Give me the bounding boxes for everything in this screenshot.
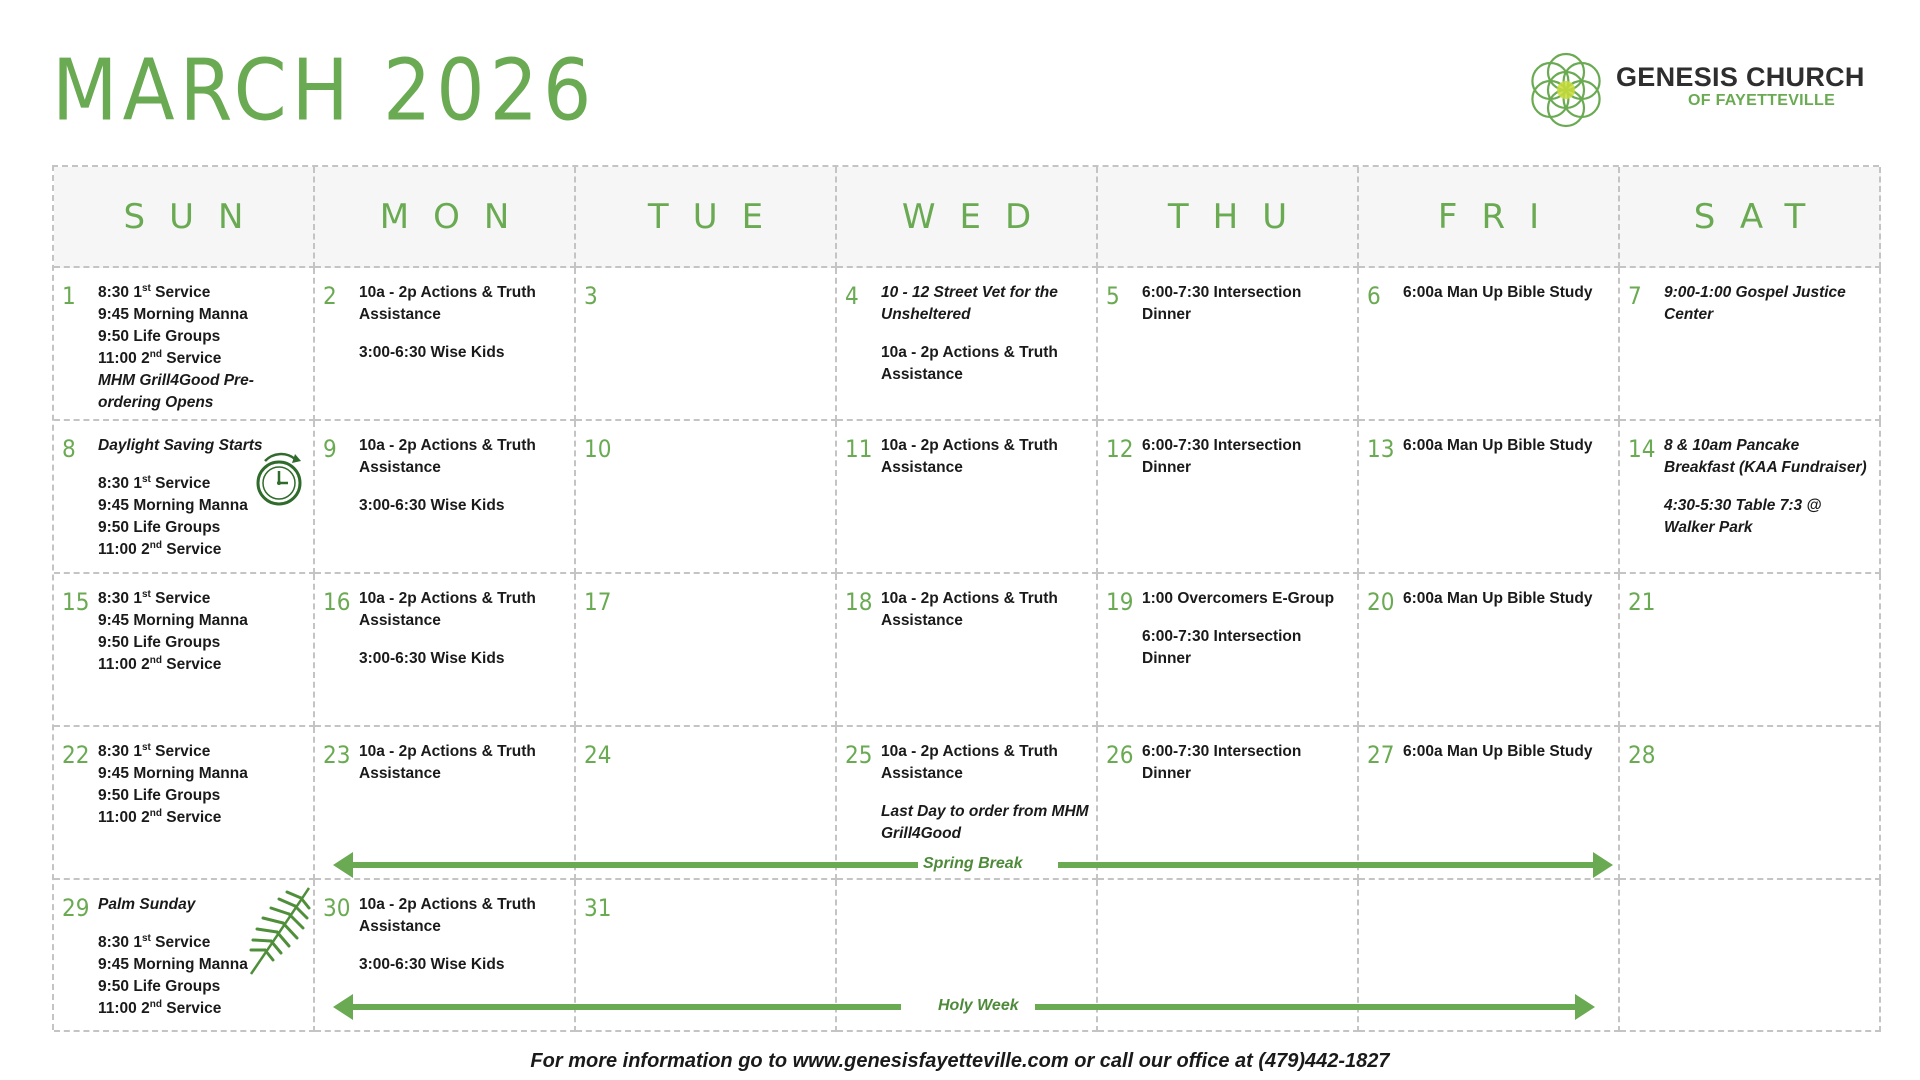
event-list bbox=[1142, 588, 1351, 670]
day-cell-10[interactable] bbox=[576, 421, 837, 574]
day-number: 26 bbox=[1106, 741, 1134, 769]
event-list bbox=[1664, 435, 1873, 539]
day-cell-7[interactable] bbox=[1620, 268, 1881, 421]
event-item: 3:00-6:30 Wise Kids bbox=[359, 650, 505, 667]
event-item: 6:00a Man Up Bible Study bbox=[1403, 284, 1593, 301]
event-item: 10a - 2p Actions & Truth Assistance bbox=[359, 437, 536, 476]
church-logo[interactable] bbox=[1524, 48, 1864, 132]
event-item: 11:00 2nd Service bbox=[98, 998, 222, 1017]
event-list bbox=[1403, 435, 1612, 457]
day-number: 21 bbox=[1628, 588, 1656, 616]
event-item: Palm Sunday bbox=[98, 896, 196, 913]
day-number: 30 bbox=[323, 894, 351, 922]
day-number: 25 bbox=[845, 741, 873, 769]
event-list bbox=[359, 588, 568, 670]
day-cell-12[interactable] bbox=[1098, 421, 1359, 574]
event-list bbox=[1403, 588, 1612, 610]
event-item: 10a - 2p Actions & Truth Assistance bbox=[881, 437, 1058, 476]
event-item: 9:50 Life Groups bbox=[98, 978, 221, 995]
event-list bbox=[1403, 741, 1612, 763]
day-number: 7 bbox=[1628, 282, 1642, 310]
weekday-header-tue: TUE bbox=[576, 167, 837, 268]
event-item: 6:00-7:30 Intersection Dinner bbox=[1142, 437, 1302, 476]
day-cell-29[interactable] bbox=[54, 880, 315, 1032]
event-list bbox=[881, 282, 1090, 386]
event-item: 3:00-6:30 Wise Kids bbox=[359, 497, 505, 514]
day-cell-2[interactable] bbox=[315, 268, 576, 421]
day-cell-9[interactable] bbox=[315, 421, 576, 574]
event-list bbox=[359, 741, 568, 785]
event-item: 8:30 1st Service bbox=[98, 473, 211, 492]
weekday-header-thu: THU bbox=[1098, 167, 1359, 268]
calendar-grid bbox=[52, 165, 1879, 1030]
event-list bbox=[1664, 282, 1873, 326]
event-item: 3:00-6:30 Wise Kids bbox=[359, 956, 505, 973]
day-number: 19 bbox=[1106, 588, 1134, 616]
day-number: 24 bbox=[584, 741, 612, 769]
event-item: 10a - 2p Actions & Truth Assistance bbox=[881, 743, 1058, 782]
logo-name: GENESIS CHURCH bbox=[1616, 62, 1865, 92]
event-item: 10a - 2p Actions & Truth Assistance bbox=[359, 284, 536, 323]
event-item: 9:45 Morning Manna bbox=[98, 765, 248, 782]
day-number: 28 bbox=[1628, 741, 1656, 769]
event-list bbox=[881, 435, 1090, 479]
day-cell-8[interactable] bbox=[54, 421, 315, 574]
holy-week-label: Holy Week bbox=[938, 997, 1019, 1014]
day-cell-empty[interactable] bbox=[1620, 880, 1881, 1032]
day-number: 4 bbox=[845, 282, 859, 310]
day-cell-6[interactable] bbox=[1359, 268, 1620, 421]
day-number: 15 bbox=[62, 588, 90, 616]
weekday-header-sun: SUN bbox=[54, 167, 315, 268]
event-list bbox=[1142, 435, 1351, 479]
event-list bbox=[1142, 741, 1351, 785]
event-list bbox=[98, 741, 307, 829]
day-number: 16 bbox=[323, 588, 351, 616]
event-item: 8:30 1st Service bbox=[98, 588, 211, 607]
event-item: 10a - 2p Actions & Truth Assistance bbox=[359, 590, 536, 629]
day-number: 1 bbox=[62, 282, 76, 310]
day-number: 17 bbox=[584, 588, 612, 616]
event-list bbox=[359, 282, 568, 364]
footer-info: For more information go to www.genesisfayetteville.com or call our office at (479)442-1827 bbox=[530, 1050, 1390, 1072]
event-item: MHM Grill4Good Pre-ordering Opens bbox=[98, 372, 254, 411]
event-item: 10a - 2p Actions & Truth Assistance bbox=[359, 743, 536, 782]
event-item: 1:00 Overcomers E-Group bbox=[1142, 590, 1335, 607]
event-item: 11:00 2nd Service bbox=[98, 348, 222, 367]
palm-leaf-icon bbox=[243, 884, 313, 976]
event-list bbox=[1403, 282, 1612, 304]
day-number: 11 bbox=[845, 435, 873, 463]
event-item: 9:50 Life Groups bbox=[98, 634, 221, 651]
day-cell-17[interactable] bbox=[576, 574, 837, 727]
day-number: 31 bbox=[584, 894, 612, 922]
day-number: 5 bbox=[1106, 282, 1120, 310]
event-item: 8:30 1st Service bbox=[98, 932, 211, 951]
day-cell-19[interactable] bbox=[1098, 574, 1359, 727]
weekday-header-sat: SAT bbox=[1620, 167, 1881, 268]
event-item: 11:00 2nd Service bbox=[98, 539, 222, 558]
day-number: 14 bbox=[1628, 435, 1656, 463]
day-number: 29 bbox=[62, 894, 90, 922]
event-item: 10 - 12 Street Vet for the Unsheltered bbox=[881, 284, 1058, 323]
day-cell-1[interactable] bbox=[54, 268, 315, 421]
spring-break-range bbox=[333, 850, 1613, 880]
event-item: 9:45 Morning Manna bbox=[98, 497, 248, 514]
event-item: 6:00-7:30 Intersection Dinner bbox=[1142, 743, 1302, 782]
day-number: 2 bbox=[323, 282, 337, 310]
day-number: 23 bbox=[323, 741, 351, 769]
event-item: 11:00 2nd Service bbox=[98, 654, 222, 673]
event-item: 8:30 1st Service bbox=[98, 741, 211, 760]
event-item: 9:45 Morning Manna bbox=[98, 956, 248, 973]
event-item: 6:00a Man Up Bible Study bbox=[1403, 437, 1593, 454]
arrow-right-icon bbox=[1593, 850, 1613, 880]
event-item: Last Day to order from MHM Grill4Good bbox=[881, 803, 1089, 842]
event-list bbox=[881, 741, 1090, 845]
event-item: 10a - 2p Actions & Truth Assistance bbox=[881, 344, 1058, 383]
event-item: 10a - 2p Actions & Truth Assistance bbox=[881, 590, 1058, 629]
logo-subtitle: OF FAYETTEVILLE bbox=[1688, 92, 1836, 109]
arrow-left-icon bbox=[333, 850, 353, 880]
day-cell-11[interactable] bbox=[837, 421, 1098, 574]
day-number: 20 bbox=[1367, 588, 1395, 616]
event-item: 11:00 2nd Service bbox=[98, 807, 222, 826]
day-number: 22 bbox=[62, 741, 90, 769]
day-number: 6 bbox=[1367, 282, 1381, 310]
event-list bbox=[359, 894, 568, 976]
calendar-title: MARCH 2026 bbox=[52, 40, 597, 140]
event-item: 6:00a Man Up Bible Study bbox=[1403, 743, 1593, 760]
event-list bbox=[1142, 282, 1351, 326]
day-number: 27 bbox=[1367, 741, 1395, 769]
event-item: 3:00-6:30 Wise Kids bbox=[359, 344, 505, 361]
event-list bbox=[98, 282, 307, 414]
event-item: 9:45 Morning Manna bbox=[98, 306, 248, 323]
event-list bbox=[98, 588, 307, 676]
event-item: 9:50 Life Groups bbox=[98, 519, 221, 536]
event-item: 4:30-5:30 Table 7:3 @ Walker Park bbox=[1664, 497, 1822, 536]
day-number: 3 bbox=[584, 282, 598, 310]
day-cell-13[interactable] bbox=[1359, 421, 1620, 574]
weekday-header-mon: MON bbox=[315, 167, 576, 268]
day-cell-18[interactable] bbox=[837, 574, 1098, 727]
day-cell-14[interactable] bbox=[1620, 421, 1881, 574]
spring-break-label: Spring Break bbox=[923, 855, 1023, 872]
arrow-right-icon bbox=[1575, 992, 1595, 1022]
day-number: 10 bbox=[584, 435, 612, 463]
event-item: 9:45 Morning Manna bbox=[98, 612, 248, 629]
weekday-header-fri: FRI bbox=[1359, 167, 1620, 268]
event-item: 6:00-7:30 Intersection Dinner bbox=[1142, 284, 1302, 323]
day-number: 9 bbox=[323, 435, 337, 463]
day-cell-16[interactable] bbox=[315, 574, 576, 727]
event-list bbox=[881, 588, 1090, 632]
event-item: 6:00a Man Up Bible Study bbox=[1403, 590, 1593, 607]
day-cell-28[interactable] bbox=[1620, 727, 1881, 880]
day-number: 12 bbox=[1106, 435, 1134, 463]
day-cell-3[interactable] bbox=[576, 268, 837, 421]
day-number: 8 bbox=[62, 435, 76, 463]
event-item: 9:00-1:00 Gospel Justice Center bbox=[1664, 284, 1846, 323]
event-item: 6:00-7:30 Intersection Dinner bbox=[1142, 628, 1302, 667]
day-cell-21[interactable] bbox=[1620, 574, 1881, 727]
clock-icon bbox=[255, 451, 305, 507]
event-item: 9:50 Life Groups bbox=[98, 787, 221, 804]
day-cell-22[interactable] bbox=[54, 727, 315, 880]
event-list bbox=[359, 435, 568, 517]
day-number: 13 bbox=[1367, 435, 1395, 463]
day-cell-15[interactable] bbox=[54, 574, 315, 727]
day-cell-20[interactable] bbox=[1359, 574, 1620, 727]
event-item: Daylight Saving Starts bbox=[98, 437, 263, 454]
event-item: 9:50 Life Groups bbox=[98, 328, 221, 345]
flower-of-life-icon bbox=[1524, 48, 1608, 132]
weekday-header-wed: WED bbox=[837, 167, 1098, 268]
event-item: 8:30 1st Service bbox=[98, 282, 211, 301]
day-number: 18 bbox=[845, 588, 873, 616]
holy-week-range bbox=[333, 992, 1595, 1022]
day-cell-5[interactable] bbox=[1098, 268, 1359, 421]
event-item: 10a - 2p Actions & Truth Assistance bbox=[359, 896, 536, 935]
arrow-left-icon bbox=[333, 992, 353, 1022]
day-cell-4[interactable] bbox=[837, 268, 1098, 421]
event-item: 8 & 10am Pancake Breakfast (KAA Fundraiser) bbox=[1664, 437, 1867, 476]
